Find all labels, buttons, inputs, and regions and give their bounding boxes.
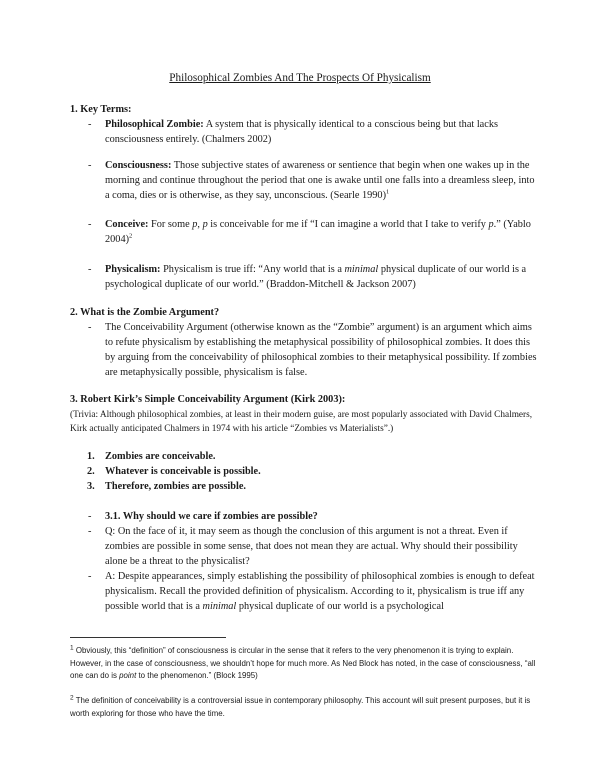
section-1-heading: 1. Key Terms: [70,104,132,115]
premise-number: 1. [87,451,95,462]
bullet-dash: - [88,119,92,130]
term-definition-a: Physicalism is true iff: “Any world that is a [163,264,342,275]
term-definition-a: For some [151,219,190,230]
premise-1: Zombies are conceivable. [105,451,216,462]
term-label: Philosophical Zombie: [105,119,204,130]
term-definition: A system that is physically identical to a conscious being but that lacks consciousness entirely. (Chalmers 2002) [105,119,498,145]
emphasis-minimal: minimal [202,601,237,612]
premise-number: 2. [87,466,95,477]
page-title: Philosophical Zombies And The Prospects Of Physicalism [169,72,431,84]
footnote-divider [70,637,226,638]
footnote-text: The definition of conceivability is a controversial issue in contemporary philosophy. This account will suit present purposes, but it is worth exploring for those who have the time. [70,696,531,718]
variable-p: p [192,219,198,230]
term-definition-d: .” (Yablo 2004) [105,219,531,245]
term-label: Consciousness: [105,160,172,171]
question-text: Q: On the face of it, it may seem as though the conclusion of this argument is not a threat. Even if zombies are possible in some sense, that does not mean they are actual. Why should their possibility alone be a threat to the physicalist? [105,526,518,567]
footnote-2 [70,695,540,720]
variable-p: p [488,219,494,230]
footnote-mark: 1 [70,644,74,652]
variable-p: p [202,219,208,230]
premise-number: 3. [87,481,95,492]
footnote-1 [70,645,540,683]
footnote-ref-1: 1 [386,188,390,196]
term-label: Physicalism: [105,264,161,275]
term-definition: Those subjective states of awareness or sentience that begin when one wakes up in the morning and continue throughout the period that one is awake until one falls into a dreamless sleep, into a coma, dies or is otherwise, as they say, unconscious. (Searle 1990) [105,160,535,201]
term-philosophical-zombie [105,117,540,147]
term-consciousness [105,158,540,203]
bullet-dash: - [88,264,92,275]
subsection-3-1-heading: 3.1. Why should we care if zombies are possible? [105,511,318,522]
footnote-text-a: Obviously, this “definition” of consciousness is circular in the sense that it refers to the very phenomenon it is trying to explain. However, in the case of consciousness, we shouldn’t hope for much more. As Ned Block has noted, in the case of consciousness, “all one can do is [70,646,536,680]
answer-text [105,569,540,614]
bullet-dash: - [88,571,92,582]
bullet-dash: - [88,526,92,537]
emphasis-minimal: minimal [344,264,379,275]
term-physicalism [105,262,540,292]
section-2-heading: 2. What is the Zombie Argument? [70,307,220,318]
bullet-dash: - [88,219,92,230]
bullet-dash: - [88,160,92,171]
bullet-dash: - [88,322,92,333]
conclusion: Therefore, zombies are possible. [105,481,246,492]
trivia-note: (Trivia: Although philosophical zombies, at least in their modern guise, are most popularly associated with David Chalmers, Kirk actually anticipated Chalmers in 1974 with his article “Zombies vs Materialists”.) [70,410,533,434]
footnote-text-b: to the phenomenon.” (Block 1995) [138,671,258,680]
term-definition-b: , [197,219,200,230]
emphasis-point: point [119,671,137,680]
term-conceive [105,217,540,247]
term-label: Conceive: [105,219,149,230]
footnote-ref-2: 2 [129,232,133,240]
bullet-dash: - [88,511,92,522]
premise-2: Whatever is conceivable is possible. [105,466,261,477]
footnote-mark: 2 [70,694,74,702]
term-definition-c: is conceivable for me if “I can imagine a world that I take to verify [210,219,486,230]
answer-text-a: A: Despite appearances, simply establishing the possibility of philosophical zombies is enough to defeat physicalism. Recall the provided definition of physicalism. According to it, physicalism is true iff any possible world that is a [105,571,535,612]
term-definition-b: physical duplicate of our world is a psychological duplicate of our world.” (Braddon-Mitchell & Jackson 2007) [105,264,527,290]
section-3-heading: 3. Robert Kirk’s Simple Conceivability Argument (Kirk 2003): [70,394,346,405]
answer-text-b: physical duplicate of our world is a psychological [238,601,444,612]
zombie-argument-text: The Conceivability Argument (otherwise known as the “Zombie” argument) is an argument which aims to refute physicalism by establishing the metaphysical possibility of philosophical zombies. It does this by arguing from the conceivability of philosophical zombies to their metaphysical possibility. If zombies are metaphysically possible, physicalism is false. [105,322,537,378]
